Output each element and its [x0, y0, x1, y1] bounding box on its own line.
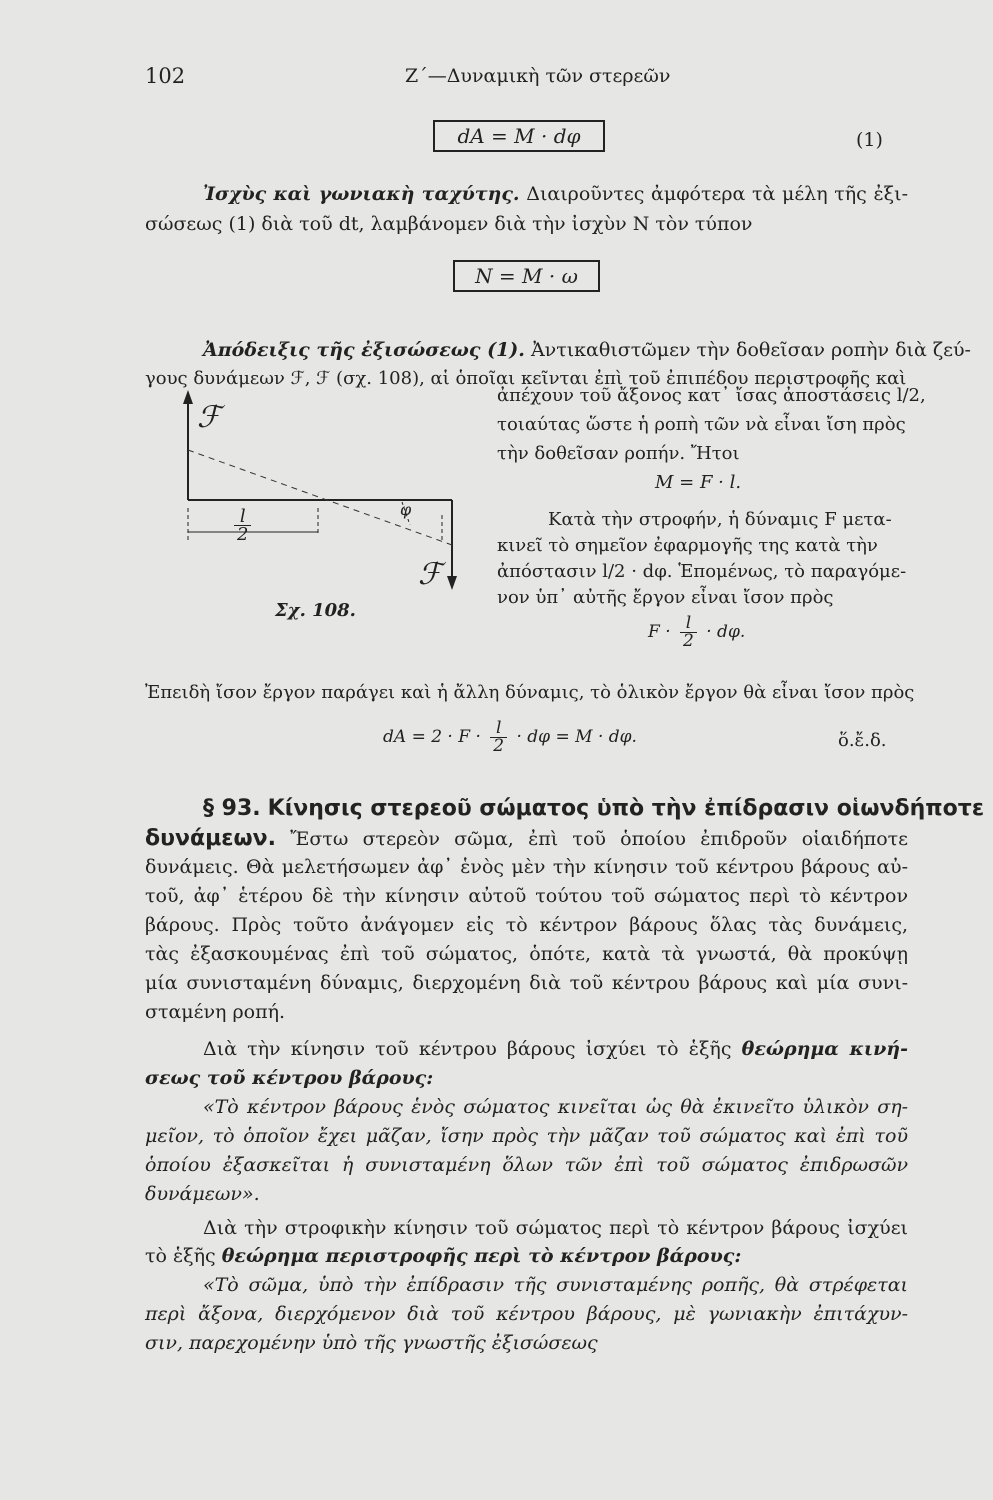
theorem1-quote-line3: ὁποίου ἐξασκεῖται ἡ συνισταμένη ὅλων τῶν ἐπὶ τοῦ σώματος ἐπιδρωσῶν	[145, 1154, 908, 1176]
rotation-line1: Κατὰ τὴν στροφήν, ἡ δύναμις F μετα-	[548, 509, 892, 530]
proof-right-line1: ἀπέχουν τοῦ ἄξονος κατ᾿ ἴσας ἀποστάσεις l/2,	[497, 385, 926, 406]
theorem1-name-part2: σεως τοῦ κέντρου βάρους:	[145, 1067, 434, 1089]
fraction-l-over-2	[680, 615, 697, 650]
figure-dimension-fraction	[230, 508, 255, 543]
proof-right-line3: τὴν δοθεῖσαν ροπήν. Ἤτοι	[497, 443, 740, 464]
proof-heading: Ἀπόδειξις τῆς ἐξισώσεως (1).	[203, 339, 525, 361]
work-prefix: F ·	[648, 622, 671, 642]
theorem1-intro: Διὰ τὴν κίνησιν τοῦ κέντρου βάρους ἰσχύει τὸ ἑξῆς	[203, 1038, 732, 1060]
power-line1-text: Διαιροῦντες ἀμφότερα τὰ μέλη τῆς ἐξι-	[526, 183, 908, 205]
rotation-line2: κινεῖ τὸ σημεῖον ἐφαρμογῆς της κατὰ τὴν	[497, 535, 878, 556]
equation-1-box: dA = M · dφ	[433, 120, 605, 152]
fraction-numerator: l	[680, 615, 697, 633]
theorem1-intro-line	[203, 1035, 908, 1064]
page-number: 102	[145, 64, 186, 88]
section-93-line3: δυνάμεις. Θὰ μελετήσωμεν ἀφ᾿ ἑνὸς μὲν τὴν κίνησιν τοῦ κέντρου βάρους αὐ-	[145, 856, 908, 878]
figure-fraction-denominator: 2	[237, 524, 249, 545]
rotation-line3: ἀπόστασιν l/2 · dφ. Ἑπομένως, τὸ παραγόμε-	[497, 561, 907, 582]
figure-caption: Σχ. 108.	[275, 600, 356, 621]
proof-line1-text: Ἀντικαθιστῶμεν τὴν δοθεῖσαν ροπὴν διὰ ζεύ-	[530, 339, 971, 361]
section-93-line2	[145, 824, 908, 854]
figure-fraction	[234, 508, 251, 543]
theorem1-quote-line2: μεῖον, τὸ ὁποῖον ἔχει μᾶζαν, ἴσην πρὸς τὴν μᾶζαν τοῦ σώματος καὶ ἐπὶ τοῦ	[145, 1125, 908, 1147]
total-work-line: Ἐπειδὴ ἴσον ἔργον παράγει καὶ ἡ ἄλλη δύναμις, τὸ ὁλικὸν ἔργον θὰ εἶναι ἴσον πρὸς	[145, 682, 915, 703]
section-93-title-end: δυνάμεων.	[145, 826, 276, 851]
work-expression	[648, 615, 745, 650]
total-fraction-denominator: 2	[493, 736, 505, 756]
total-eq-left: dA = 2 · F ·	[383, 727, 481, 747]
total-fraction-numerator: l	[490, 720, 507, 738]
theorem2-prefix: τὸ ἑξῆς	[145, 1245, 216, 1267]
theorem2-name: θεώρημα περιστροφῆς περὶ τὸ κέντρον βάρους:	[221, 1245, 742, 1267]
qed-mark: ὅ.ἔ.δ.	[838, 730, 887, 751]
equation-M: M = F · l.	[655, 472, 742, 493]
work-suffix: · dφ.	[706, 622, 746, 642]
section-93-line4: τοῦ, ἀφ᾿ ἑτέρου δὲ τὴν κίνησιν αὐτοῦ τούτου τοῦ σώματος περὶ τὸ κέντρον	[145, 885, 908, 907]
theorem1-quote-line4: δυνάμεων».	[145, 1183, 260, 1205]
figure-force-top-label: ℱ	[197, 400, 221, 435]
theorem2-name-line	[145, 1242, 741, 1271]
section-93-line6: τὰς ἐξασκουμένας ἐπὶ τοῦ σώματος, ὁπότε, κατὰ τὰ γνωστά, θὰ προκύψῃ	[145, 943, 908, 965]
arrowhead-bottom	[447, 576, 457, 590]
power-paragraph-line2: σώσεως (1) διὰ τοῦ dt, λαμβάνομεν διὰ τὴν ἰσχὺν N τὸν τύπον	[145, 213, 753, 235]
figure-angle-label: φ	[400, 500, 412, 519]
section-93-line8: σταμένη ροπή.	[145, 1001, 285, 1023]
rotated-arm-dashed	[188, 450, 452, 545]
proof-right-line2: τοιαύτας ὥστε ἡ ροπὴ τῶν νὰ εἶναι ἴση πρὸς	[497, 414, 906, 435]
theorem2-quote-line1: «Τὸ σῶμα, ὑπὸ τὴν ἐπίδρασιν τῆς συνισταμένης ροπῆς, θὰ στρέφεται	[203, 1274, 908, 1296]
section-93-line7: μία συνισταμένη δύναμις, διερχομένη διὰ τοῦ κέντρου βάρους καὶ μία συνι-	[145, 972, 908, 994]
section-93-line5: βάρους. Πρὸς τοῦτο ἀνάγομεν εἰς τὸ κέντρον βάρους ὅλας τὰς δυνάμεις,	[145, 914, 908, 936]
power-heading: Ἰσχὺς καὶ γωνιακὴ ταχύτης.	[203, 183, 520, 205]
power-formula-box: N = M · ω	[453, 260, 600, 292]
theorem1-name-part1: θεώρημα κινή-	[741, 1038, 908, 1060]
section-93-title: Κίνησις στερεοῦ σώματος ὑπὸ τὴν ἐπίδρασιν οἱωνδήποτε	[267, 796, 985, 821]
figure-fraction-numerator: l	[234, 508, 251, 526]
power-paragraph-line1	[203, 180, 908, 209]
total-fraction	[490, 720, 507, 755]
fraction-denominator: 2	[683, 631, 694, 651]
total-eq-right: · dφ = M · dφ.	[516, 727, 637, 747]
arrowhead-top	[183, 390, 193, 404]
theorem2-quote-line3: σιν, παρεχομένην ὑπὸ τῆς γνωστῆς ἐξισώσεως	[145, 1332, 598, 1354]
figure-force-bottom-label: ℱ	[418, 557, 442, 592]
theorem2-quote-line2: περὶ ἄξονα, διερχόμενον διὰ τοῦ κέντρου βάρους, μὲ γωνιακὴν ἐπιτάχυν-	[145, 1303, 908, 1325]
theorem2-intro-line: Διὰ τὴν στροφικὴν κίνησιν τοῦ σώματος περὶ τὸ κέντρον βάρους ἰσχύει	[203, 1217, 908, 1239]
section-93-number: § 93.	[203, 796, 261, 821]
section-93-title-line	[203, 794, 985, 824]
running-title: Ζ΄—Δυναμικὴ τῶν στερεῶν	[405, 65, 671, 87]
total-work-equation	[383, 720, 637, 755]
theorem1-quote-line1: «Τὸ κέντρον βάρους ἑνὸς σώματος κινεῖται ὡς θὰ ἐκινεῖτο ὑλικὸν ση-	[203, 1096, 908, 1118]
section-93-line2-text: Ἔστω στερεὸν σῶμα, ἐπὶ τοῦ ὁποίου ἐπιδροῦν οἱαιδήποτε	[290, 828, 908, 850]
equation-1-number: (1)	[856, 129, 883, 151]
proof-line2: γους δυνάμεων ℱ, ℱ (σχ. 108), αἱ ὁποῖαι κεῖνται ἐπὶ τοῦ ἐπιπέδου περιστροφῆς καὶ	[145, 368, 907, 389]
proof-line1	[203, 336, 971, 365]
rotation-line4: νον ὑπ᾿ αὐτῆς ἔργον εἶναι ἴσον πρὸς	[497, 587, 834, 608]
